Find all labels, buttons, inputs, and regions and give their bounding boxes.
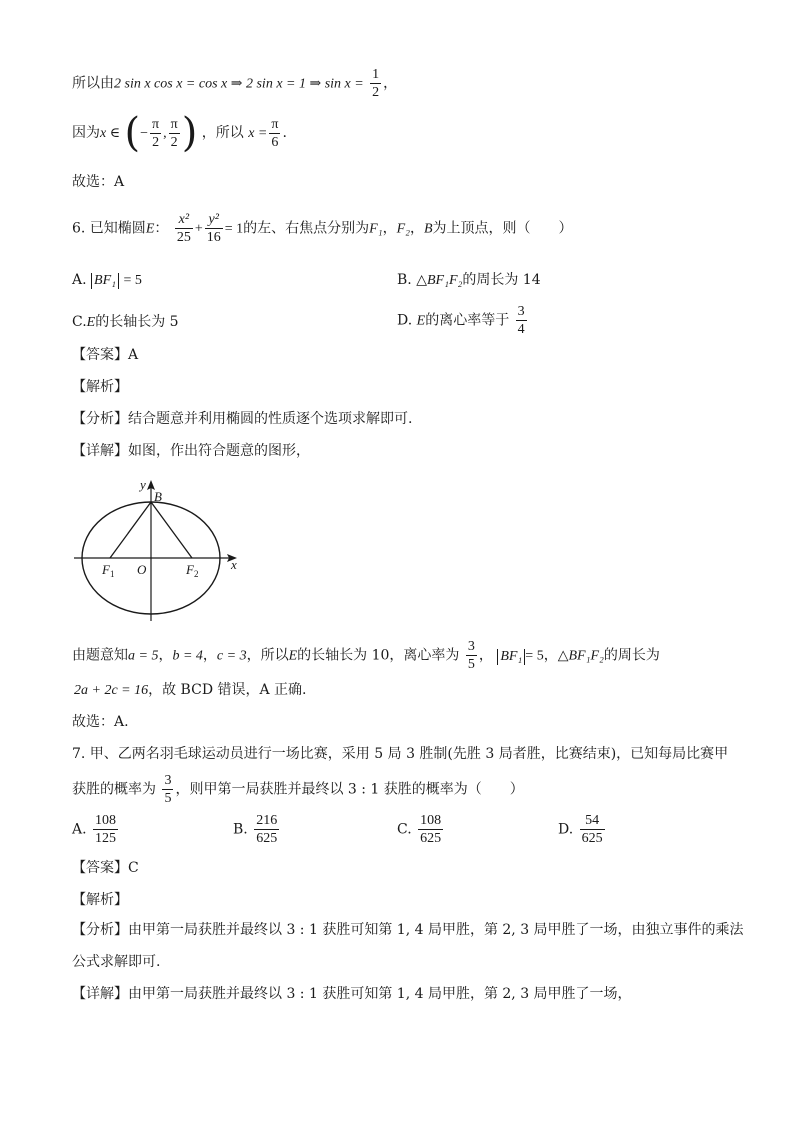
numerator: 3 [164, 773, 172, 788]
segment-BF1 [110, 502, 151, 558]
math: F₁ [369, 221, 383, 237]
denominator: 625 [420, 831, 442, 846]
select-6: 故选：A. [72, 714, 129, 730]
fraction [205, 211, 223, 246]
math: E [416, 313, 426, 329]
ellipse-figure [70, 475, 250, 625]
math: E [86, 315, 96, 330]
text: ，故 BCD 错误，A 正确. [148, 682, 307, 698]
text: ，所以 [201, 125, 244, 141]
fraction [162, 772, 173, 807]
option-label: D. [397, 312, 413, 329]
denominator: 6 [271, 134, 279, 150]
text: 由题意知 [72, 647, 128, 664]
fraction [254, 812, 279, 847]
math: b = 4 [172, 648, 203, 664]
text: ： [154, 220, 169, 237]
answer-7: 【答案】C [72, 860, 139, 876]
fraction [175, 211, 193, 246]
label-F2: $F_2$ [186, 562, 199, 579]
math: a = 5 [128, 648, 159, 664]
option-6c [72, 312, 179, 333]
answer-6: 【答案】A [72, 347, 139, 363]
text: 为上顶点，则（ ） [432, 220, 573, 237]
option-label: A. [72, 272, 87, 288]
option-7c [397, 812, 445, 847]
math: B [423, 221, 433, 237]
denominator: 2 [372, 85, 380, 100]
option-7b [233, 812, 281, 847]
numerator: 54 [580, 812, 605, 830]
option-7d [558, 812, 607, 847]
numerator: y² [205, 211, 223, 229]
numerator: 1 [372, 67, 380, 82]
denominator: 5 [164, 791, 172, 806]
text: ， [382, 220, 397, 237]
text: . [282, 125, 287, 141]
math: 2a + 2c = 16 [74, 683, 149, 698]
option-6b [397, 270, 541, 291]
math: E [145, 221, 155, 237]
detail-6: 【详解】如图，作出符合题意的图形， [72, 443, 310, 459]
label-F1: $F_1$ [102, 562, 115, 579]
equals: = 1 [224, 221, 244, 237]
text: 的周长为 [603, 647, 660, 664]
numerator: 216 [256, 813, 278, 828]
triangle: △BF₁F₂ [416, 273, 463, 288]
numerator: 3 [467, 639, 475, 654]
segment-BF2 [151, 502, 192, 558]
solution-line-1 [72, 66, 397, 101]
denominator: 125 [95, 831, 117, 846]
text: 的左、右焦点分别为 [243, 220, 370, 237]
analysis-7-line-1: 【分析】由甲第一局获胜并最终以 3 : 1 获胜可知第 1, 4 局甲胜，第 2, 3 局甲胜了一场，由独立事件的乘法 [72, 922, 744, 938]
analysis-6: 【分析】结合题意并利用椭圆的性质逐个选项求解即可. [72, 411, 413, 427]
fraction [370, 66, 381, 101]
text: ， [383, 75, 398, 92]
math: = 5 [123, 273, 142, 288]
option-label: A. [72, 821, 87, 838]
text: ，所以 [246, 647, 289, 664]
label-x: x [231, 557, 237, 572]
fraction [580, 812, 605, 847]
text: 6. 已知椭圆 [72, 220, 146, 237]
option-6a [72, 270, 142, 291]
option-label: D. [558, 821, 574, 838]
triangle: △BF₁F₂ [557, 648, 604, 664]
text: 的周长为 14 [462, 272, 541, 288]
analysis-7-line-2: 公式求解即可. [72, 954, 161, 970]
fraction [516, 303, 527, 338]
solution-line-2 [72, 110, 287, 156]
text: 获胜的概率为 [72, 781, 156, 798]
text: ， [202, 647, 217, 664]
analysis-6-heading: 【解析】 [72, 379, 128, 395]
plus: + [194, 221, 203, 237]
fraction [150, 116, 161, 151]
analysis-7-heading: 【解析】 [72, 892, 128, 908]
text: ， [543, 647, 558, 664]
option-label: B. [233, 821, 248, 838]
denominator: 16 [206, 230, 221, 245]
numerator: π [170, 116, 178, 132]
fraction [169, 116, 180, 151]
fraction [269, 116, 280, 151]
math: = 5 [525, 648, 544, 664]
solution-6-line-1 [72, 638, 660, 673]
denominator: 625 [256, 831, 278, 846]
text: ， [409, 220, 424, 237]
text: ，则甲第一局获胜并最终以 3 : 1 获胜的概率为（ ） [175, 781, 524, 798]
math: x ∈ [100, 126, 121, 141]
option-label: C. [397, 821, 412, 838]
denominator: 2 [152, 134, 160, 150]
question-7-line-2 [72, 772, 524, 807]
option-6d [397, 303, 529, 338]
solution-6-line-2 [74, 680, 307, 701]
numerator: x² [175, 211, 193, 229]
abs-value: BF₁ [497, 649, 525, 665]
numerator: π [152, 116, 160, 132]
label-O: O [137, 562, 147, 577]
math: F₂ [396, 221, 410, 237]
text: 所以由 [72, 75, 114, 92]
abs-value: BF₁ [91, 273, 119, 289]
question-7-line-1: 7. 甲、乙两名羽毛球运动员进行一场比赛，采用 5 局 3 胜制(先胜 3 局者胜，比赛结束)，已知每局比赛甲 [72, 746, 729, 762]
text: 的离心率等于 [425, 312, 510, 329]
left-paren: ( [124, 110, 141, 156]
label-B: B [154, 489, 162, 504]
option-7a [72, 812, 120, 847]
label-y: y [140, 477, 146, 492]
text: ， [478, 647, 493, 664]
equation: 2 sin x cos x = cos x ⇒ 2 sin x = 1 ⇒ sin x = [114, 76, 364, 92]
denominator: 625 [581, 831, 603, 846]
comma: , [163, 126, 167, 141]
option-label: C. [72, 314, 87, 330]
right-paren: ) [181, 110, 198, 156]
text: 的长轴长为 10，离心率为 [297, 647, 460, 664]
denominator: 5 [467, 657, 475, 672]
numerator: π [271, 116, 279, 132]
question-6 [72, 211, 573, 246]
fraction [418, 812, 443, 847]
numerator: 108 [420, 813, 442, 828]
fraction [466, 638, 477, 673]
text: 的长轴长为 5 [95, 314, 179, 330]
denominator: 2 [170, 134, 178, 150]
answer-line: 故选：A [72, 174, 125, 190]
minus: − [140, 126, 149, 141]
option-label: B. [397, 272, 412, 288]
math: x = [248, 126, 268, 141]
denominator: 4 [517, 322, 525, 337]
math: c = 3 [216, 648, 247, 664]
numerator: 3 [517, 304, 525, 319]
text: 因为 [72, 125, 100, 141]
text: ， [158, 647, 173, 664]
denominator: 25 [176, 230, 191, 245]
math: E [288, 648, 298, 664]
detail-7: 【详解】由甲第一局获胜并最终以 3 : 1 获胜可知第 1, 4 局甲胜，第 2, 3 局甲胜了一场， [72, 986, 632, 1002]
numerator: 108 [95, 813, 117, 828]
fraction [93, 812, 118, 847]
